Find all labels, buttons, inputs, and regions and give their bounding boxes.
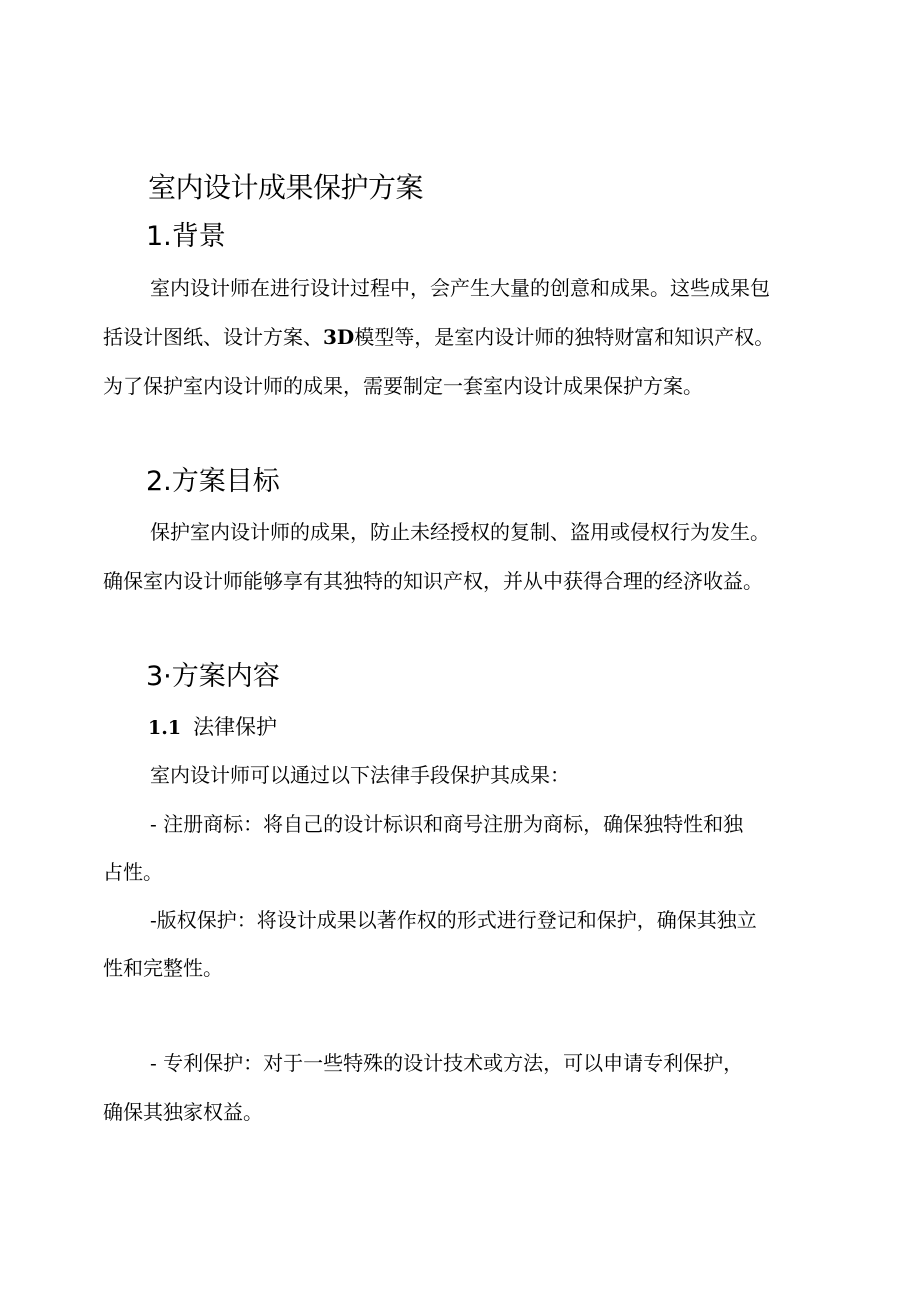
text-run: 模型等，是室内设计师的独特财富和知识产权。 [354,325,775,349]
paragraph-line: 室内设计师可以通过以下法律手段保护其成果： [150,763,570,787]
list-item-line: 确保其独家权益。 [103,1100,263,1124]
paragraph-line: 确保室内设计师能够享有其独特的知识产权，并从中获得合理的经济收益。 [103,569,763,593]
list-item-line: - 注册商标：将自己的设计标识和商号注册为商标，确保独特性和独 [150,812,744,836]
section-heading-background: 1.背景 [146,221,226,252]
section-heading-content: 3·方案内容 [146,661,280,692]
list-item-line: -版权保护：将设计成果以著作权的形式进行登记和保护，确保其独立 [150,908,757,932]
list-item-line: 占性。 [103,860,163,884]
paragraph-line: 为了保护室内设计师的成果，需要制定一套室内设计成果保护方案。 [103,374,703,398]
text-run: 括设计图纸、设计方案、 [103,325,323,349]
list-item-line: 性和完整性。 [103,956,223,980]
document-title: 室内设计成果保护方案 [148,171,424,204]
paragraph-line [103,320,774,354]
section-heading-goals: 2.方案目标 [146,466,280,497]
list-item-line: - 专利保护：对于一些特殊的设计技术或方法，可以申请专利保护， [150,1051,744,1075]
subsection-heading [148,711,277,744]
text-run-bold: 3D [323,325,355,349]
paragraph-line: 保护室内设计师的成果，防止未经授权的复制、盗用或侵权行为发生。 [150,520,770,544]
paragraph-line: 室内设计师在进行设计过程中，会产生大量的创意和成果。这些成果包 [150,276,770,300]
subsection-number: 1.1 [148,717,182,739]
subsection-title: 法律保护 [193,715,278,739]
